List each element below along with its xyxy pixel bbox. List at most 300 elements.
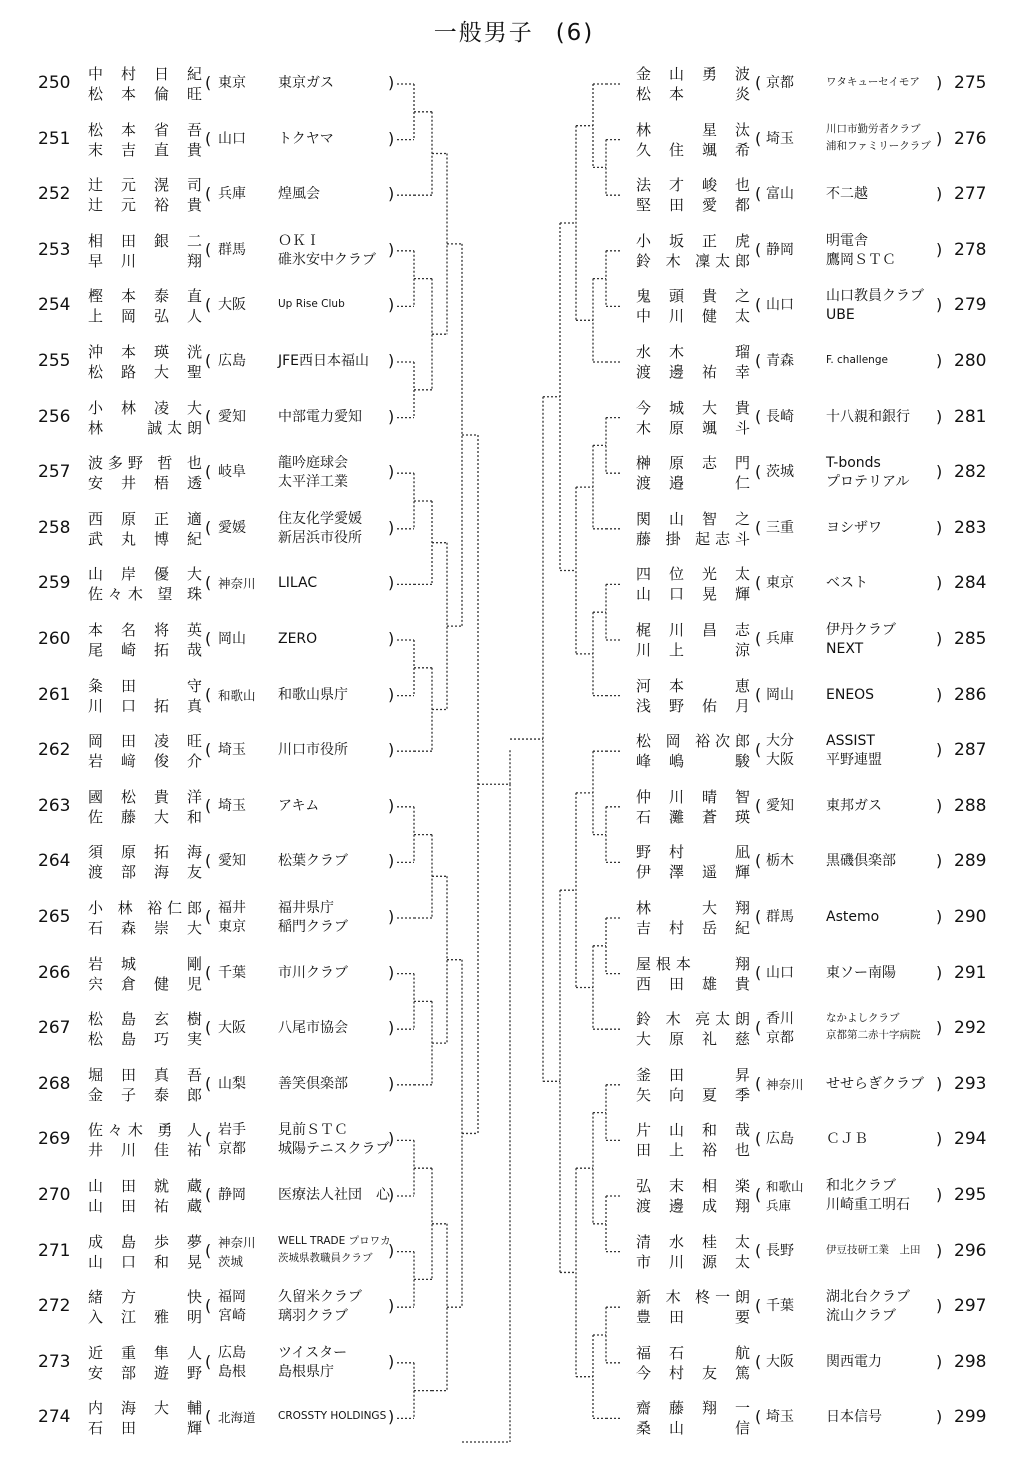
player-name: 中 村 日 紀 <box>88 65 202 83</box>
paren-close: ) <box>936 1351 943 1371</box>
paren-open: ( <box>755 629 762 648</box>
paren-close: ) <box>388 73 395 92</box>
paren-close: ) <box>936 239 943 259</box>
prefecture-name: 島根 <box>218 1363 246 1380</box>
player-name: 堀 田 真 吾 <box>88 1065 202 1084</box>
entry-number: 297 <box>954 1296 987 1317</box>
player-name: 國 松 貴 洋 <box>88 787 202 806</box>
player-name: 松 島 巧 実 <box>88 1030 202 1049</box>
player-name: 今 村 友 篤 <box>636 1363 750 1382</box>
player-name: 渡 邊 成 翔 <box>636 1197 750 1215</box>
player-name: 山 岸 優 大 <box>88 565 202 584</box>
player-name: 豊 田 要 <box>636 1308 750 1327</box>
club-line: 東ソー南陽 <box>826 964 896 981</box>
club-line: 医療法人社団 心 <box>278 1187 390 1203</box>
player-name: 金 山 勇 波 <box>636 65 750 83</box>
entry-number: 260 <box>38 629 71 649</box>
paren-open: ( <box>755 351 762 370</box>
prefecture-name: 和歌山 <box>766 1179 804 1194</box>
entry-number: 255 <box>38 351 71 371</box>
paren-open: ( <box>205 907 212 926</box>
paren-close: ) <box>388 128 395 148</box>
player-name: 吉 村 岳 紀 <box>636 919 750 937</box>
player-name: 緒 方 快 <box>88 1288 202 1307</box>
paren-open: ( <box>755 73 762 92</box>
paren-open: ( <box>205 1185 212 1204</box>
club-line: 煌風会 <box>278 186 320 203</box>
paren-open: ( <box>755 1351 762 1371</box>
entry-number: 285 <box>954 629 987 649</box>
player-name: 渡 邊 祐 幸 <box>636 363 750 381</box>
player-name: 波多野 哲 也 <box>88 454 202 473</box>
paren-close: ) <box>936 962 943 982</box>
paren-close: ) <box>936 462 943 482</box>
paren-open: ( <box>205 740 212 760</box>
prefecture-name: 茨城 <box>766 464 794 481</box>
player-name: 辻 元 滉 司 <box>88 176 202 195</box>
entry-number: 259 <box>38 573 71 594</box>
prefecture-name: 大阪 <box>766 1353 794 1370</box>
player-name: 堅 田 愛 都 <box>636 196 750 215</box>
entry-number: 276 <box>954 128 987 149</box>
player-name: 渡 邉 仁 <box>636 474 750 493</box>
club-line: 璃羽クラブ <box>278 1308 348 1325</box>
player-name: 桑 山 信 <box>636 1419 750 1438</box>
paren-close: ) <box>388 1073 395 1093</box>
club-line: 伊丹クラブ <box>826 622 896 638</box>
prefecture-name: 大阪 <box>766 752 794 769</box>
player-name: 松 路 大 聖 <box>88 363 202 381</box>
club-line: ＯＫＩ <box>278 232 320 249</box>
club-line: 稲門クラブ <box>278 919 348 935</box>
paren-close: ) <box>936 406 943 426</box>
player-name: 川 上 涼 <box>636 641 750 659</box>
club-line: 市川クラブ <box>278 964 348 981</box>
player-name: 粂 田 守 <box>88 676 202 695</box>
prefecture-name: 山口 <box>766 964 794 981</box>
player-name: 小 坂 正 虎 <box>636 231 750 250</box>
prefecture-name: 和歌山 <box>218 687 256 703</box>
club-line: 城陽テニスクラブ <box>278 1141 390 1158</box>
paren-open: ( <box>205 1407 212 1427</box>
paren-close: ) <box>388 1018 395 1038</box>
player-name: 大 原 礼 慈 <box>636 1030 750 1049</box>
entry-number: 267 <box>38 1018 71 1039</box>
player-name: 宍 倉 健 児 <box>88 974 202 993</box>
entry-number: 292 <box>954 1018 987 1039</box>
player-name: 安 部 遊 野 <box>88 1363 202 1382</box>
player-name: 新 木 柊一朗 <box>636 1288 750 1307</box>
entry-number: 262 <box>38 740 71 761</box>
paren-close: ) <box>388 295 395 315</box>
club-line: 善笑倶楽部 <box>278 1075 348 1092</box>
prefecture-name: 京都 <box>218 1141 246 1158</box>
entry-number: 282 <box>954 462 987 483</box>
prefecture-name: 埼玉 <box>218 742 246 759</box>
paren-open: ( <box>755 406 762 426</box>
entry-number: 288 <box>954 795 987 816</box>
player-name: 岩 﨑 俊 介 <box>88 752 202 771</box>
entry-number: 293 <box>954 1073 987 1094</box>
player-name: 石 灘 蒼 瑛 <box>636 807 750 826</box>
paren-close: ) <box>936 740 943 760</box>
prefecture-name: 愛媛 <box>218 519 246 536</box>
club-line: 東京ガス <box>278 75 334 91</box>
player-name: 早 川 翔 <box>88 251 202 270</box>
paren-open: ( <box>205 462 212 482</box>
entry-number: 264 <box>38 851 71 872</box>
club-line: ベスト <box>826 575 868 592</box>
paren-open: ( <box>205 629 212 648</box>
paren-open: ( <box>205 184 212 204</box>
prefecture-name: 神奈川 <box>766 1076 804 1092</box>
entry-number: 273 <box>38 1351 71 1372</box>
club-line: 明電舎 <box>826 232 868 249</box>
club-line: 碓氷安中クラブ <box>278 251 376 268</box>
club-line: 久留米クラブ <box>278 1289 362 1306</box>
player-name: 松 本 倫 旺 <box>88 85 202 103</box>
club-line: 鷹岡ＳＴＣ <box>826 251 896 268</box>
player-name: 河 本 恵 <box>636 676 750 695</box>
club-line: 川口市勤労者クラブ <box>826 122 921 135</box>
player-name: 近 重 隼 人 <box>88 1343 202 1362</box>
club-line: 茨城県教職員クラブ <box>278 1251 373 1264</box>
player-name: 伊 澤 遥 輝 <box>636 863 750 882</box>
prefecture-name: 群馬 <box>766 909 794 925</box>
paren-open: ( <box>755 795 762 815</box>
player-name: 福 石 航 <box>636 1343 750 1362</box>
paren-close: ) <box>388 1296 395 1316</box>
paren-open: ( <box>755 239 762 259</box>
player-name: 久 住 颯 希 <box>636 140 750 159</box>
paren-close: ) <box>936 1129 943 1149</box>
paren-close: ) <box>936 184 943 204</box>
entry-number: 277 <box>954 184 987 205</box>
paren-open: ( <box>205 851 212 871</box>
prefecture-name: 岡山 <box>766 686 794 703</box>
entry-number: 261 <box>38 684 71 705</box>
player-name: 中 川 健 太 <box>636 307 750 326</box>
paren-open: ( <box>755 740 762 760</box>
prefecture-name: 大分 <box>766 733 794 750</box>
paren-open: ( <box>205 517 212 537</box>
club-line: 新居浜市役所 <box>278 529 362 546</box>
prefecture-name: 埼玉 <box>766 1409 794 1426</box>
club-line: ヨシザワ <box>826 519 882 536</box>
prefecture-name: 京都 <box>766 1030 794 1047</box>
prefecture-name: 長野 <box>766 1242 794 1259</box>
prefecture-name: 東京 <box>766 575 794 592</box>
paren-open: ( <box>205 239 212 259</box>
prefecture-name: 山梨 <box>218 1075 246 1092</box>
player-name: 松 岡 裕次郎 <box>636 732 750 751</box>
paren-close: ) <box>936 295 943 315</box>
club-line: T-bonds <box>826 455 881 472</box>
prefecture-name: 広島 <box>218 353 246 369</box>
entry-number: 296 <box>954 1240 987 1261</box>
player-name: 野 村 凪 <box>636 843 750 862</box>
entry-number: 254 <box>38 295 71 316</box>
paren-close: ) <box>936 795 943 815</box>
player-name: 須 原 拓 海 <box>88 843 202 862</box>
paren-open: ( <box>755 1296 762 1316</box>
player-name: 松 本 炎 <box>636 85 750 103</box>
club-line: 平野連盟 <box>826 752 882 769</box>
club-line: 八尾市協会 <box>278 1020 348 1037</box>
player-name: 鈴 木 亮太朗 <box>636 1010 750 1029</box>
club-line: 関西電力 <box>826 1353 882 1370</box>
paren-open: ( <box>755 573 762 593</box>
paren-close: ) <box>936 1185 943 1204</box>
paren-close: ) <box>388 573 395 593</box>
club-line: Astemo <box>826 909 880 925</box>
prefecture-name: 福岡 <box>218 1289 246 1306</box>
event-title: 一般男子 <box>433 20 534 46</box>
club-line: アキム <box>278 797 320 814</box>
entry-number: 251 <box>38 128 71 149</box>
player-name: 末 吉 直 貴 <box>88 140 202 159</box>
paren-open: ( <box>205 1296 212 1316</box>
paren-close: ) <box>936 573 943 593</box>
club-line: 龍吟庭球会 <box>278 455 348 472</box>
player-name: 西 原 正 適 <box>88 509 202 528</box>
player-name: 市 川 源 太 <box>636 1252 750 1271</box>
paren-open: ( <box>755 1073 762 1093</box>
player-name: 井 川 佳 祐 <box>88 1141 202 1160</box>
prefecture-name: 愛知 <box>218 853 246 870</box>
prefecture-name: 山口 <box>218 130 246 147</box>
paren-close: ) <box>388 1351 395 1371</box>
paren-close: ) <box>388 962 395 982</box>
entry-number: 279 <box>954 295 987 316</box>
entry-number: 294 <box>954 1129 987 1150</box>
paren-close: ) <box>388 1407 395 1427</box>
paren-close: ) <box>388 795 395 815</box>
player-name: 上 岡 弘 人 <box>88 307 202 326</box>
player-name: 鬼 頭 貴 之 <box>636 287 750 306</box>
player-name: 水 木 瑠 <box>636 343 750 361</box>
prefecture-name: 岩手 <box>218 1122 246 1139</box>
paren-close: ) <box>936 684 943 704</box>
club-line: 中部電力愛知 <box>278 408 362 425</box>
paren-open: ( <box>755 184 762 204</box>
prefecture-name: 茨城 <box>218 1253 244 1269</box>
club-line: 浦和ファミリークラブ <box>826 139 931 152</box>
prefecture-name: 京都 <box>766 75 794 91</box>
player-name: 渡 部 海 友 <box>88 863 202 882</box>
prefecture-name: 宮崎 <box>218 1308 246 1325</box>
entry-number: 266 <box>38 962 71 983</box>
player-name: 梶 川 昌 志 <box>636 621 750 639</box>
club-line: UBE <box>826 307 855 324</box>
paren-close: ) <box>936 851 943 871</box>
player-name: 法 才 峻 也 <box>636 176 750 195</box>
entry-number: 291 <box>954 962 987 983</box>
paren-open: ( <box>755 1129 762 1149</box>
section-number: (6) <box>555 20 595 46</box>
player-name: 齋 藤 翔 一 <box>636 1399 750 1418</box>
player-name: 本 名 将 英 <box>88 621 202 639</box>
prefecture-name: 兵庫 <box>766 631 794 647</box>
club-line: LILAC <box>278 575 318 592</box>
paren-close: ) <box>388 907 395 926</box>
club-line: 山口教員クラブ <box>826 288 924 305</box>
paren-open: ( <box>205 962 212 982</box>
entry-number: 295 <box>954 1185 987 1205</box>
paren-open: ( <box>755 851 762 871</box>
paren-open: ( <box>755 128 762 148</box>
player-name: 沖 本 瑛 洸 <box>88 343 202 361</box>
player-name: 釜 田 昇 <box>636 1065 750 1084</box>
paren-close: ) <box>936 351 943 370</box>
entry-number: 252 <box>38 184 71 205</box>
prefecture-name: 群馬 <box>218 241 246 258</box>
club-line: ASSIST <box>826 733 875 750</box>
prefecture-name: 富山 <box>766 186 794 203</box>
prefecture-name: 兵庫 <box>218 186 246 203</box>
prefecture-name: 埼玉 <box>766 130 794 147</box>
entry-number: 268 <box>38 1073 71 1094</box>
player-name: 榊 原 志 門 <box>636 454 750 473</box>
prefecture-name: 静岡 <box>218 1187 246 1203</box>
club-line: NEXT <box>826 641 864 657</box>
paren-open: ( <box>205 73 212 92</box>
club-line: 川崎重工明石 <box>826 1197 910 1213</box>
entry-number: 258 <box>38 517 71 538</box>
entry-number: 281 <box>954 406 987 427</box>
player-name: 松 島 玄 樹 <box>88 1010 202 1029</box>
entry-number: 274 <box>38 1407 71 1428</box>
entry-number: 299 <box>954 1407 987 1428</box>
club-line: 松葉クラブ <box>278 853 348 870</box>
club-line: 住友化学愛媛 <box>278 510 362 527</box>
prefecture-name: 香川 <box>766 1011 794 1028</box>
player-name: 尾 崎 拓 哉 <box>88 641 202 659</box>
entry-number: 272 <box>38 1296 71 1317</box>
entry-number: 263 <box>38 795 71 816</box>
player-name: 峰 嶋 駿 <box>636 752 750 771</box>
player-name: 川 口 拓 真 <box>88 696 202 715</box>
club-line: F. challenge <box>826 354 888 366</box>
paren-close: ) <box>936 517 943 537</box>
club-line: ＣＪＢ <box>826 1131 868 1148</box>
club-line: 東邦ガス <box>826 797 882 814</box>
prefecture-name: 埼玉 <box>218 797 246 814</box>
player-name: 入 江 雅 明 <box>88 1308 202 1327</box>
player-name: 弘 末 相 楽 <box>636 1177 750 1195</box>
paren-close: ) <box>936 907 943 926</box>
club-line: 和北クラブ <box>826 1178 896 1194</box>
paren-open: ( <box>755 684 762 704</box>
player-name: 相 田 銀 二 <box>88 231 202 250</box>
paren-close: ) <box>388 740 395 760</box>
prefecture-name: 岐阜 <box>218 464 246 481</box>
club-line: 湖北台クラブ <box>826 1289 910 1306</box>
paren-open: ( <box>755 295 762 315</box>
player-name: 林 大 翔 <box>636 899 750 917</box>
paren-open: ( <box>755 1185 762 1204</box>
prefecture-name: 神奈川 <box>218 1234 256 1250</box>
club-line: プロテリアル <box>826 474 910 491</box>
paren-close: ) <box>388 629 395 648</box>
paren-close: ) <box>388 684 395 704</box>
prefecture-name: 千葉 <box>218 964 246 981</box>
club-line: ワタキューセイモア <box>826 76 920 88</box>
club-line: せせらぎクラブ <box>826 1075 924 1092</box>
paren-open: ( <box>755 462 762 482</box>
player-name: 矢 向 夏 季 <box>636 1085 750 1104</box>
club-line: なかよしクラブ <box>826 1012 900 1025</box>
prefecture-name: 栃木 <box>766 853 794 870</box>
player-name: 岡 田 凌 旺 <box>88 732 202 751</box>
player-name: 山 田 祐 蔵 <box>88 1197 202 1215</box>
player-name: 小 林 裕仁郎 <box>88 899 202 917</box>
paren-open: ( <box>755 962 762 982</box>
player-name: 田 上 裕 也 <box>636 1141 750 1160</box>
player-name: 石 森 崇 大 <box>88 919 202 937</box>
entry-number: 280 <box>954 351 987 371</box>
player-name: 辻 元 裕 貴 <box>88 196 202 215</box>
player-name: 鈴 木 凜太郎 <box>636 251 750 270</box>
prefecture-name: 広島 <box>218 1344 246 1361</box>
paren-close: ) <box>936 1407 943 1427</box>
paren-close: ) <box>388 851 395 871</box>
paren-open: ( <box>205 351 212 370</box>
prefecture-name: 静岡 <box>766 241 794 258</box>
entry-number: 286 <box>954 684 987 705</box>
paren-open: ( <box>205 406 212 426</box>
entry-number: 257 <box>38 462 71 483</box>
club-line: 十八親和銀行 <box>826 408 910 425</box>
prefecture-name: 長崎 <box>766 408 794 425</box>
player-name: 四 位 光 太 <box>636 565 750 584</box>
prefecture-name: 岡山 <box>218 631 246 647</box>
entry-number: 256 <box>38 406 71 427</box>
prefecture-name: 青森 <box>766 353 794 369</box>
club-line: 太平洋工業 <box>278 474 348 491</box>
prefecture-name: 北海道 <box>218 1410 256 1426</box>
paren-open: ( <box>205 1018 212 1038</box>
prefecture-name: 広島 <box>766 1131 794 1148</box>
paren-open: ( <box>205 295 212 315</box>
player-name: 関 山 智 之 <box>636 509 750 528</box>
entry-number: 269 <box>38 1129 71 1150</box>
club-line: 日本信号 <box>826 1409 882 1426</box>
entry-number: 270 <box>38 1185 71 1205</box>
club-line: ZERO <box>278 631 318 647</box>
club-line: WELL TRADE プロワカ <box>278 1234 391 1247</box>
paren-open: ( <box>755 1018 762 1038</box>
entry-number: 253 <box>38 239 71 260</box>
paren-close: ) <box>388 1129 395 1149</box>
club-line: 京都第二赤十字病院 <box>826 1029 921 1042</box>
entry-number: 250 <box>38 73 71 93</box>
club-line: 見前ＳＴＣ <box>278 1122 348 1139</box>
paren-close: ) <box>388 462 395 482</box>
entry-number: 275 <box>954 73 987 93</box>
entry-number: 289 <box>954 851 987 872</box>
prefecture-name: 千葉 <box>766 1298 794 1315</box>
club-line: 川口市役所 <box>278 742 348 759</box>
paren-close: ) <box>936 1073 943 1093</box>
player-name: 武 丸 博 紀 <box>88 529 202 548</box>
entry-number: 284 <box>954 573 987 594</box>
player-name: 山 口 晃 輝 <box>636 585 750 604</box>
club-line: トクヤマ <box>278 130 334 147</box>
paren-close: ) <box>388 406 395 426</box>
player-name: 林 星 汰 <box>636 120 750 139</box>
player-name: 佐々木 望 珠 <box>88 585 202 604</box>
